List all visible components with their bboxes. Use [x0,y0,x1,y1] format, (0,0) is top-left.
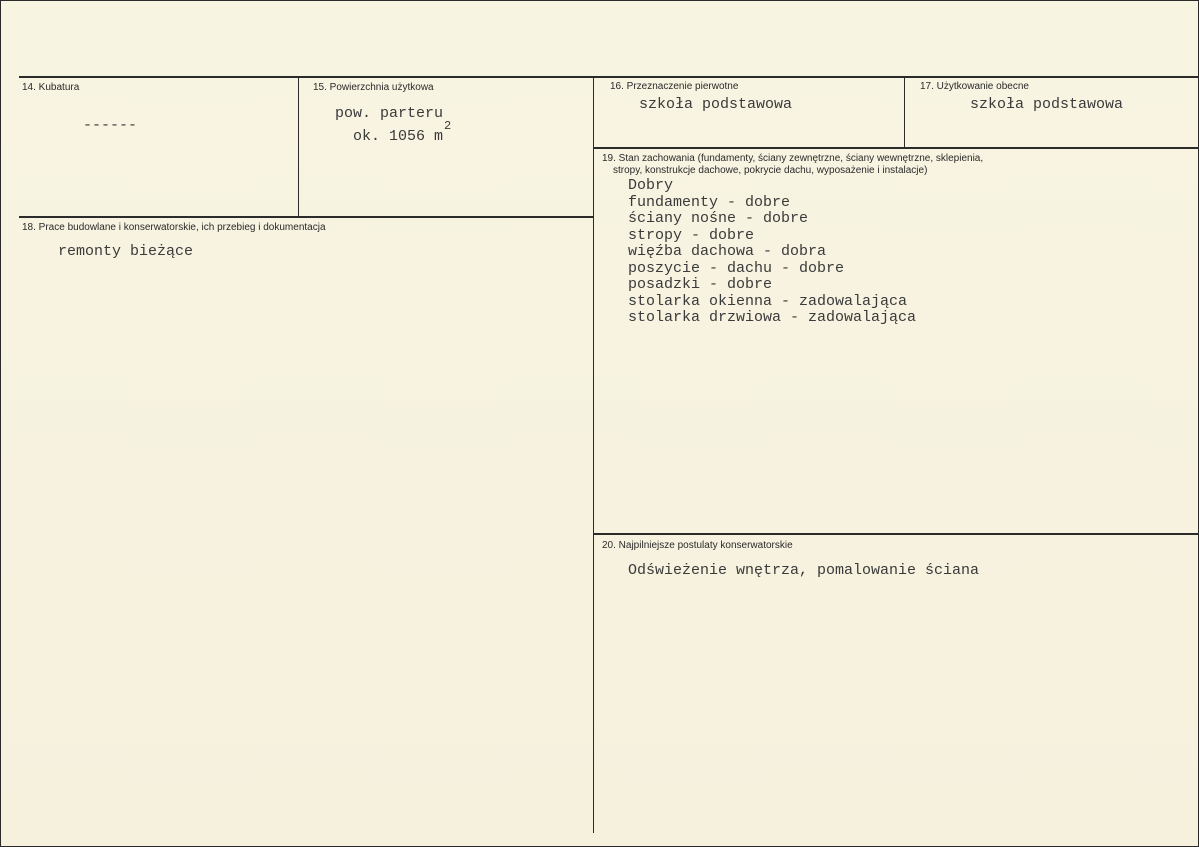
field-18-value: remonty bieżące [58,243,194,260]
condition-line: Dobry [628,177,674,194]
divider-14-15 [298,77,299,217]
condition-line: stropy - dobre [628,226,755,244]
rule-under-15 [19,216,594,218]
field-14-label: 14. Kubatura [22,82,80,93]
rule-above-20 [594,533,1199,535]
field-14-value: ------ [83,117,138,134]
condition-line: stolarka okienna - zadowalająca [628,292,908,310]
rule-under-16-17 [594,147,1199,149]
field-17-label: 17. Użytkowanie obecne [920,81,1029,92]
condition-line: posadzki - dobre [628,276,773,293]
field-15-superscript: 2 [444,119,452,133]
field-18-label: 18. Prace budowlane i konserwatorskie, ich przebieg i dokumentacja [22,222,326,233]
field-19-label-line2: stropy, konstrukcje dachowe, pokrycie dachu, wyposażenie i instalacje) [613,165,928,176]
field-17-value: szkoła podstawowa [970,96,1124,113]
field-16-value: szkoła podstawowa [639,96,793,113]
field-19-label-line1: 19. Stan zachowania (fundamenty, ściany zewnętrzne, ściany wewnętrzne, sklepienia, [602,153,984,164]
condition-line: stolarka drzwiowa - zadowalająca [628,309,917,326]
field-19-condition-list [628,178,916,327]
field-15-label: 15. Powierzchnia użytkowa [313,82,434,93]
condition-line: poszycie - dachu - dobre [628,259,845,277]
top-rule [19,76,1199,78]
field-20-value: Odświeżenie wnętrza, pomalowanie ściana [628,562,980,579]
field-15-line1: pow. parteru [335,105,444,122]
condition-line: więźba dachowa - dobra [628,243,827,260]
field-15-line2-text: ok. 1056 m [353,128,444,145]
condition-line: ściany nośne - dobre [628,210,809,227]
field-15-line2 [353,119,452,146]
divider-main [593,77,594,833]
field-16-label: 16. Przeznaczenie pierwotne [610,81,739,92]
field-20-label: 20. Najpilniejsze postulaty konserwatorskie [602,540,793,551]
divider-16-17 [904,77,905,148]
condition-line: fundamenty - dobre [628,193,791,211]
